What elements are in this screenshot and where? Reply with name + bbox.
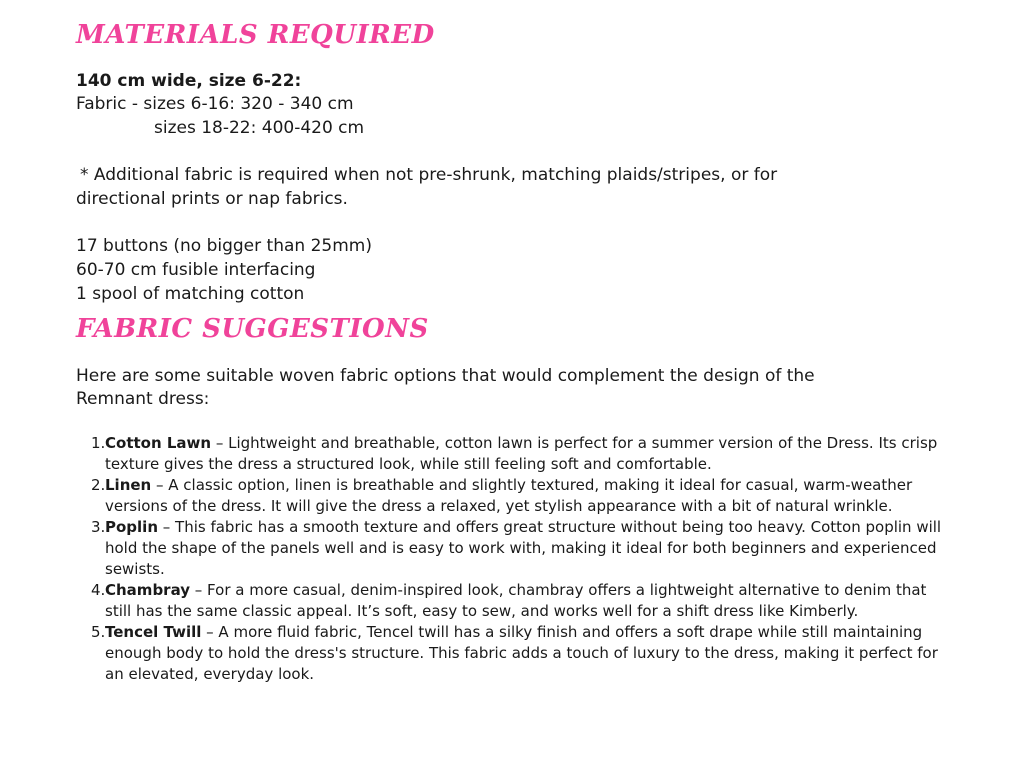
fabric-name: Tencel Twill (105, 623, 202, 641)
additional-fabric-note-line-2: directional prints or nap fabrics. (76, 189, 348, 209)
fabric-intro-line-2: Remnant dress: (76, 389, 210, 409)
fabric-description: – For a more casual, denim-inspired look, chambray offers a lightweight alternative to denim that still has the same classic appeal. It’s soft, easy to sew, and works well for a shift dress like Kimberly. (105, 581, 927, 620)
fabric-name: Linen (105, 476, 152, 494)
fabric-name: Cotton Lawn (105, 434, 212, 452)
list-item-number: 4. (91, 581, 106, 599)
list-item (76, 517, 956, 580)
list-item-number: 5. (91, 623, 106, 641)
fabric-description: – A more fluid fabric, Tencel twill has a silky finish and offers a soft drape while still maintaining enough body to hold the dress's structure. This fabric adds a touch of luxury to the dress, making it perfect for an elevated, everyday look. (105, 623, 938, 683)
list-item (76, 580, 956, 622)
notion-buttons: 17 buttons (no bigger than 25mm) (76, 236, 372, 256)
fabric-description: – Lightweight and breathable, cotton lawn is perfect for a summer version of the Dress. Its crisp texture gives the dress a structured look, while still feeling soft and comfortable. (105, 434, 938, 473)
list-item-number: 3. (91, 518, 106, 536)
list-item (76, 475, 956, 517)
list-item-number: 2. (91, 476, 106, 494)
list-item (76, 622, 956, 685)
fabric-description: – A classic option, linen is breathable and slightly textured, making it ideal for casual, warm-weather versions of the dress. It will give the dress a relaxed, yet stylish appearance with a bit of natural wrinkle. (105, 476, 913, 515)
list-item-number: 1. (91, 434, 106, 452)
list-item (76, 433, 956, 475)
fabric-suggestions-heading: FABRIC SUGGESTIONS (76, 314, 429, 344)
fabric-name: Poplin (105, 518, 158, 536)
notion-thread: 1 spool of matching cotton (76, 284, 305, 304)
fabric-suggestions-list (76, 433, 956, 685)
fabric-width-label: 140 cm wide, size 6-22: (76, 71, 302, 91)
fabric-amount-small-sizes: Fabric - sizes 6-16: 320 - 340 cm (76, 94, 354, 114)
fabric-amount-large-sizes: sizes 18-22: 400-420 cm (154, 118, 365, 138)
fabric-intro-line-1: Here are some suitable woven fabric options that would complement the design of the (76, 366, 815, 386)
additional-fabric-note-line-1: * Additional fabric is required when not pre-shrunk, matching plaids/stripes, or for (80, 165, 778, 185)
notion-interfacing: 60-70 cm fusible interfacing (76, 260, 316, 280)
fabric-description: – This fabric has a smooth texture and offers great structure without being too heavy. Cotton poplin will hold the shape of the panels well and is easy to work with, making it ideal for both beginners and experienced sewists. (105, 518, 942, 578)
materials-required-heading: MATERIALS REQUIRED (76, 20, 435, 50)
fabric-name: Chambray (105, 581, 191, 599)
